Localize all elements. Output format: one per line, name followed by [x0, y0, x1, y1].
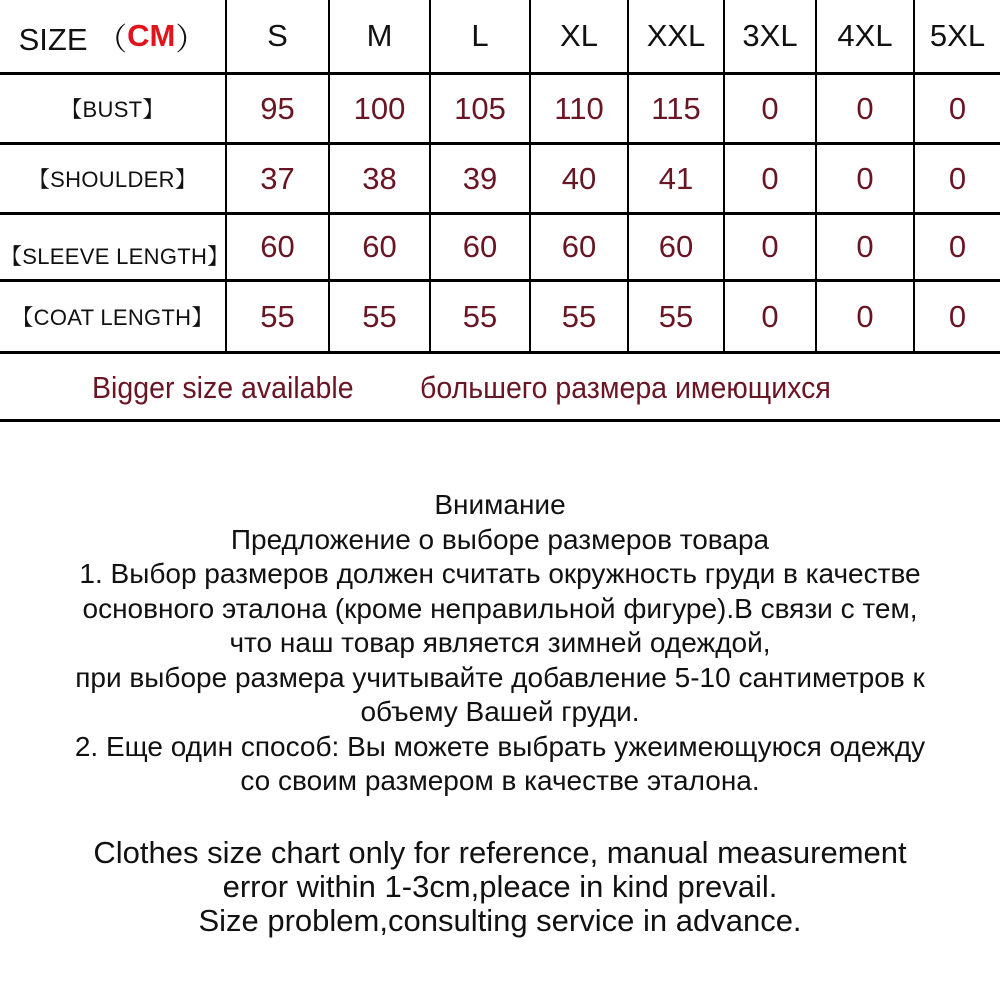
- disclaimer-line: Size problem,consulting service in advance.: [198, 903, 802, 938]
- shoulder-m: 38: [328, 145, 429, 212]
- shoulder-4xl: 0: [815, 145, 913, 212]
- shoulder-5xl: 0: [913, 145, 1000, 212]
- coat-3xl: 0: [723, 282, 815, 351]
- table-row-bust: [0, 75, 1000, 145]
- notes-line: основного эталона (кроме неправильной фигуре).В связи с тем,: [82, 592, 918, 624]
- sleeve-4xl: 0: [815, 215, 913, 279]
- size-header-5xl: 5XL: [913, 0, 1000, 72]
- measurement-disclaimer: [0, 836, 1000, 938]
- size-header-4xl: 4XL: [815, 0, 913, 72]
- size-header-m: M: [328, 0, 429, 72]
- size-suffix: ）: [175, 21, 207, 57]
- table-row-sleeve-length: [0, 215, 1000, 282]
- notes-line: 1. Выбор размеров должен считать окружность груди в качестве: [79, 558, 921, 589]
- coat-s: 55: [225, 282, 328, 351]
- bust-m: 100: [328, 75, 429, 142]
- coat-4xl: 0: [815, 282, 913, 351]
- table-header-row: [0, 0, 1000, 75]
- row-label-coat-length: 【COAT LENGTH】: [11, 305, 214, 330]
- sleeve-5xl: 0: [913, 215, 1000, 279]
- shoulder-xxl: 41: [627, 145, 723, 212]
- size-advice-notes: [0, 488, 1000, 799]
- sleeve-xl: 60: [529, 215, 627, 279]
- size-header-xl: XL: [529, 0, 627, 72]
- notes-subtitle: Предложение о выборе размеров товара: [230, 523, 770, 555]
- shoulder-l: 39: [429, 145, 529, 212]
- size-header-3xl: 3XL: [723, 0, 815, 72]
- sleeve-xxl: 60: [627, 215, 723, 279]
- coat-xxl: 55: [627, 282, 723, 351]
- notes-title: Внимание: [434, 489, 566, 520]
- size-header-s: S: [225, 0, 328, 72]
- table-row-shoulder: [0, 145, 1000, 215]
- bust-4xl: 0: [815, 75, 913, 142]
- bust-5xl: 0: [913, 75, 1000, 142]
- shoulder-3xl: 0: [723, 145, 815, 212]
- coat-5xl: 0: [913, 282, 1000, 351]
- sleeve-l: 60: [429, 215, 529, 279]
- bigger-size-row: [0, 354, 1000, 422]
- size-header-l: L: [429, 0, 529, 72]
- bigger-size-russian: большего размера имеющихся: [420, 370, 831, 405]
- coat-xl: 55: [529, 282, 627, 351]
- bust-3xl: 0: [723, 75, 815, 142]
- sleeve-s: 60: [225, 215, 328, 279]
- notes-line: объему Вашей груди.: [360, 696, 640, 727]
- size-unit-header: [0, 0, 225, 72]
- shoulder-s: 37: [225, 145, 328, 212]
- notes-line: при выборе размера учитывайте добавление 5-10 сантиметров к: [75, 661, 925, 693]
- coat-m: 55: [328, 282, 429, 351]
- row-label-sleeve-length: 【SLEEVE LENGTH】: [0, 243, 230, 269]
- coat-l: 55: [429, 282, 529, 351]
- bust-l: 105: [429, 75, 529, 142]
- bust-s: 95: [225, 75, 328, 142]
- disclaimer-line: error within 1-3cm,pleace in kind prevail.: [222, 869, 778, 904]
- bust-xl: 110: [529, 75, 627, 142]
- bigger-size-english: Bigger size available: [92, 370, 354, 405]
- disclaimer-line: Clothes size chart only for reference, manual measurement: [93, 835, 907, 870]
- unit-label: CM: [127, 18, 176, 53]
- row-label-bust: 【BUST】: [60, 97, 165, 122]
- sleeve-3xl: 0: [723, 215, 815, 279]
- table-row-coat-length: [0, 282, 1000, 354]
- size-header-xxl: XXL: [627, 0, 723, 72]
- bust-xxl: 115: [627, 75, 723, 142]
- sleeve-m: 60: [328, 215, 429, 279]
- size-prefix: SIZE （: [18, 21, 128, 57]
- notes-line: со своим размером в качестве эталона.: [240, 765, 760, 796]
- shoulder-xl: 40: [529, 145, 627, 212]
- notes-line: 2. Еще один способ: Вы можете выбрать ужеимеющуюся одежду: [74, 730, 926, 762]
- notes-line: что наш товар является зимней одеждой,: [229, 627, 771, 658]
- row-label-shoulder: 【SHOULDER】: [27, 167, 198, 192]
